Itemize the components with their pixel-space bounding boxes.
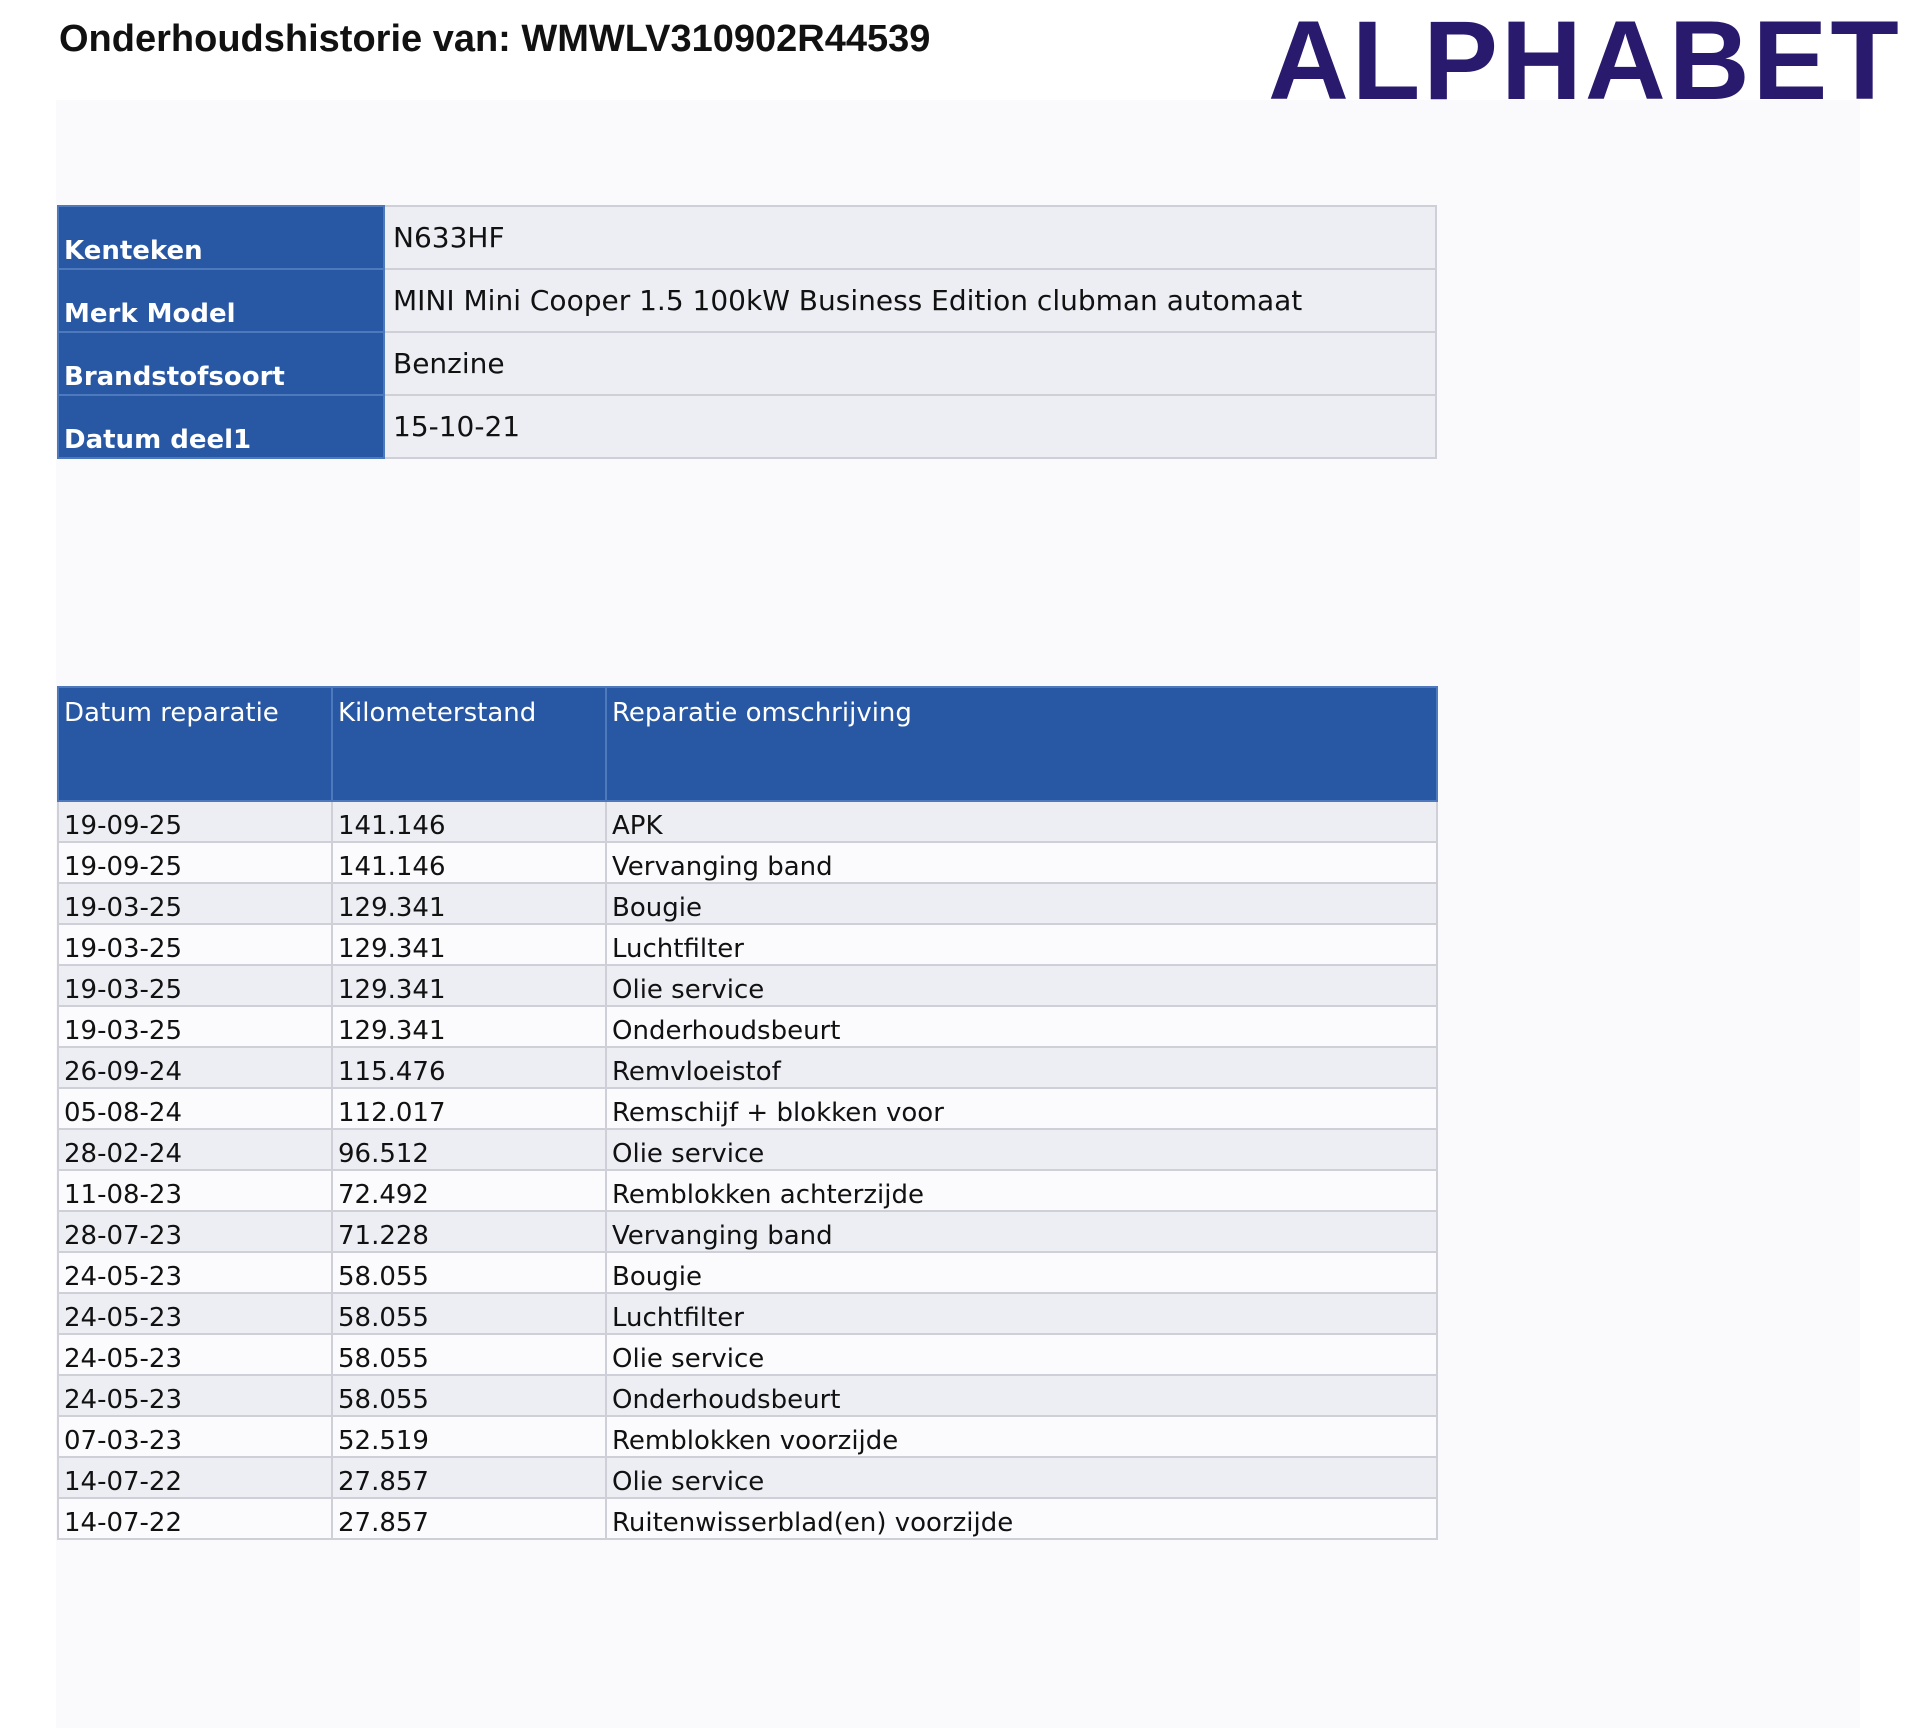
cell-kilometerstand: 129.341 — [332, 1006, 606, 1047]
table-row — [58, 1252, 1437, 1293]
table-row — [58, 1088, 1437, 1129]
cell-omschrijving: Luchtfilter — [606, 1293, 1437, 1334]
table-row — [58, 1006, 1437, 1047]
cell-datum: 11-08-23 — [58, 1170, 332, 1211]
cell-kilometerstand: 58.055 — [332, 1334, 606, 1375]
cell-kilometerstand: 52.519 — [332, 1416, 606, 1457]
alphabet-logo: ALPHABET — [1268, 0, 1902, 123]
table-header-row — [58, 687, 1437, 801]
table-row — [58, 1416, 1437, 1457]
table-row — [58, 1457, 1437, 1498]
cell-omschrijving: Remblokken achterzijde — [606, 1170, 1437, 1211]
cell-omschrijving: Bougie — [606, 883, 1437, 924]
cell-datum: 05-08-24 — [58, 1088, 332, 1129]
cell-datum: 19-09-25 — [58, 801, 332, 842]
table-row — [58, 1129, 1437, 1170]
cell-datum: 19-03-25 — [58, 965, 332, 1006]
table-row — [58, 842, 1437, 883]
cell-omschrijving: Bougie — [606, 1252, 1437, 1293]
table-row — [58, 1498, 1437, 1539]
info-value: Benzine — [384, 332, 1436, 395]
info-label: Kenteken — [58, 206, 384, 269]
info-label: Datum deel1 — [58, 395, 384, 458]
cell-omschrijving: Luchtfilter — [606, 924, 1437, 965]
cell-kilometerstand: 141.146 — [332, 801, 606, 842]
cell-datum: 26-09-24 — [58, 1047, 332, 1088]
table-row — [58, 1047, 1437, 1088]
table-row — [58, 965, 1437, 1006]
info-row-kenteken — [58, 206, 1436, 269]
vehicle-info-table — [57, 205, 1437, 459]
cell-omschrijving: Olie service — [606, 1334, 1437, 1375]
cell-datum: 24-05-23 — [58, 1293, 332, 1334]
cell-datum: 19-03-25 — [58, 883, 332, 924]
table-row — [58, 1211, 1437, 1252]
cell-datum: 14-07-22 — [58, 1457, 332, 1498]
cell-omschrijving: Olie service — [606, 1457, 1437, 1498]
table-row — [58, 801, 1437, 842]
cell-datum: 24-05-23 — [58, 1252, 332, 1293]
cell-datum: 24-05-23 — [58, 1375, 332, 1416]
info-row-merk-model — [58, 269, 1436, 332]
cell-omschrijving: Onderhoudsbeurt — [606, 1006, 1437, 1047]
info-label: Merk Model — [58, 269, 384, 332]
cell-datum: 19-03-25 — [58, 924, 332, 965]
cell-datum: 14-07-22 — [58, 1498, 332, 1539]
cell-datum: 19-09-25 — [58, 842, 332, 883]
cell-omschrijving: Olie service — [606, 1129, 1437, 1170]
cell-kilometerstand: 129.341 — [332, 965, 606, 1006]
cell-kilometerstand: 58.055 — [332, 1293, 606, 1334]
table-row — [58, 1334, 1437, 1375]
cell-kilometerstand: 115.476 — [332, 1047, 606, 1088]
info-label: Brandstofsoort — [58, 332, 384, 395]
cell-omschrijving: Ruitenwisserblad(en) voorzijde — [606, 1498, 1437, 1539]
table-row — [58, 1170, 1437, 1211]
column-header-reparatie-omschrijving: Reparatie omschrijving — [606, 687, 1437, 801]
cell-omschrijving: Onderhoudsbeurt — [606, 1375, 1437, 1416]
cell-kilometerstand: 58.055 — [332, 1375, 606, 1416]
info-value: MINI Mini Cooper 1.5 100kW Business Edition clubman automaat — [384, 269, 1436, 332]
cell-datum: 28-07-23 — [58, 1211, 332, 1252]
cell-omschrijving: Vervanging band — [606, 1211, 1437, 1252]
maintenance-history-table — [57, 686, 1438, 1540]
cell-omschrijving: Remblokken voorzijde — [606, 1416, 1437, 1457]
cell-kilometerstand: 27.857 — [332, 1498, 606, 1539]
cell-kilometerstand: 96.512 — [332, 1129, 606, 1170]
info-value: N633HF — [384, 206, 1436, 269]
cell-kilometerstand: 112.017 — [332, 1088, 606, 1129]
cell-omschrijving: Remvloeistof — [606, 1047, 1437, 1088]
cell-datum: 28-02-24 — [58, 1129, 332, 1170]
info-row-brandstofsoort — [58, 332, 1436, 395]
history-table-body — [58, 801, 1437, 1539]
cell-omschrijving: Remschijf + blokken voor — [606, 1088, 1437, 1129]
cell-kilometerstand: 141.146 — [332, 842, 606, 883]
cell-datum: 07-03-23 — [58, 1416, 332, 1457]
table-row — [58, 1293, 1437, 1334]
cell-datum: 19-03-25 — [58, 1006, 332, 1047]
column-header-datum-reparatie: Datum reparatie — [58, 687, 332, 801]
cell-kilometerstand: 129.341 — [332, 924, 606, 965]
cell-omschrijving: APK — [606, 801, 1437, 842]
info-value: 15-10-21 — [384, 395, 1436, 458]
table-row — [58, 924, 1437, 965]
page-title: Onderhoudshistorie van: WMWLV310902R44539 — [59, 18, 931, 60]
cell-kilometerstand: 72.492 — [332, 1170, 606, 1211]
cell-datum: 24-05-23 — [58, 1334, 332, 1375]
cell-omschrijving: Olie service — [606, 965, 1437, 1006]
cell-kilometerstand: 71.228 — [332, 1211, 606, 1252]
table-row — [58, 883, 1437, 924]
table-row — [58, 1375, 1437, 1416]
cell-kilometerstand: 58.055 — [332, 1252, 606, 1293]
info-row-datum-deel1 — [58, 395, 1436, 458]
cell-kilometerstand: 27.857 — [332, 1457, 606, 1498]
cell-kilometerstand: 129.341 — [332, 883, 606, 924]
cell-omschrijving: Vervanging band — [606, 842, 1437, 883]
column-header-kilometerstand: Kilometerstand — [332, 687, 606, 801]
